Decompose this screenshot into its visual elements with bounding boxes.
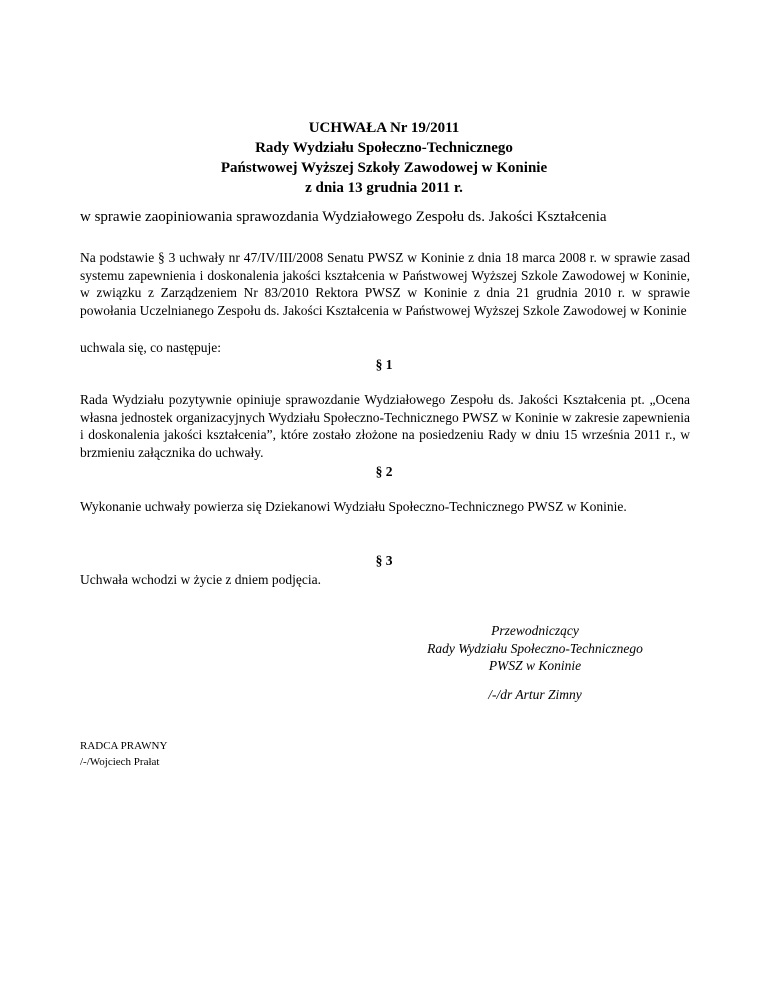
resolves-statement: uchwala się, co następuje: bbox=[80, 340, 221, 355]
section-1-mark: § 1 bbox=[375, 357, 393, 372]
section-3-text: Uchwała wchodzi w życie z dniem podjęcia. bbox=[80, 572, 322, 587]
legal-counsel-signature: /-/Wojciech Prałat bbox=[80, 756, 160, 768]
resolution-subject: w sprawie zaopiniowania sprawozdania Wydziałowego Zespołu ds. Jakości Kształcenia bbox=[80, 209, 607, 225]
resolution-header bbox=[0, 118, 768, 198]
signatory-signature: /-/dr Artur Zimny bbox=[488, 687, 582, 702]
resolution-date: z dnia 13 grudnia 2011 r. bbox=[305, 180, 463, 196]
signatory-council: Rady Wydziału Społeczno-Technicznego bbox=[427, 640, 643, 656]
section-1-text: Rada Wydziału pozytywnie opiniuje sprawozdanie Wydziałowego Zespołu ds. Jakości Kształcenia pt. „Ocena własna jednostek organizacyjnych Wydziału Społeczno-Technicznego PWSZ w Koninie w zakresie zapewnienia i doskonalenia jakości kształcenia”, które zostało złożone na posiedzeniu Rady w dniu 15 września 2011 r., w brzmieniu załącznika do uchwały. bbox=[80, 392, 690, 460]
institution-name: Państwowej Wyższej Szkoły Zawodowej w Koninie bbox=[220, 160, 548, 176]
section-2-mark: § 2 bbox=[375, 464, 393, 479]
legal-counsel-title: RADCA PRAWNY bbox=[80, 740, 168, 752]
signatory-block bbox=[400, 622, 670, 675]
resolution-number: UCHWAŁA Nr 19/2011 bbox=[308, 120, 460, 136]
signatory-title: Przewodniczący bbox=[491, 623, 579, 638]
section-3-mark: § 3 bbox=[375, 553, 393, 568]
council-name: Rady Wydziału Społeczno-Technicznego bbox=[255, 140, 513, 156]
legal-counsel-block bbox=[80, 738, 167, 770]
section-2-text: Wykonanie uchwały powierza się Dziekanowi Wydziału Społeczno-Technicznego PWSZ w Koninie. bbox=[80, 499, 627, 514]
signatory-institution: PWSZ w Koninie bbox=[488, 658, 582, 673]
legal-basis-paragraph: Na podstawie § 3 uchwały nr 47/IV/III/2008 Senatu PWSZ w Koninie z dnia 18 marca 2008 r. w sprawie zasad systemu zapewnienia i doskonalenia jakości kształcenia w Państwowej Wyższej Szkole Zawodowej w Koninie, w związku z Zarządzeniem Nr 83/2010 Rektora PWSZ w Koninie z dnia 21 grudnia 2010 r. w sprawie powołania Uczelnianego Zespołu ds. Jakości Kształcenia w Państwowej Wyższej Szkole Zawodowej w Koninie bbox=[80, 250, 690, 318]
